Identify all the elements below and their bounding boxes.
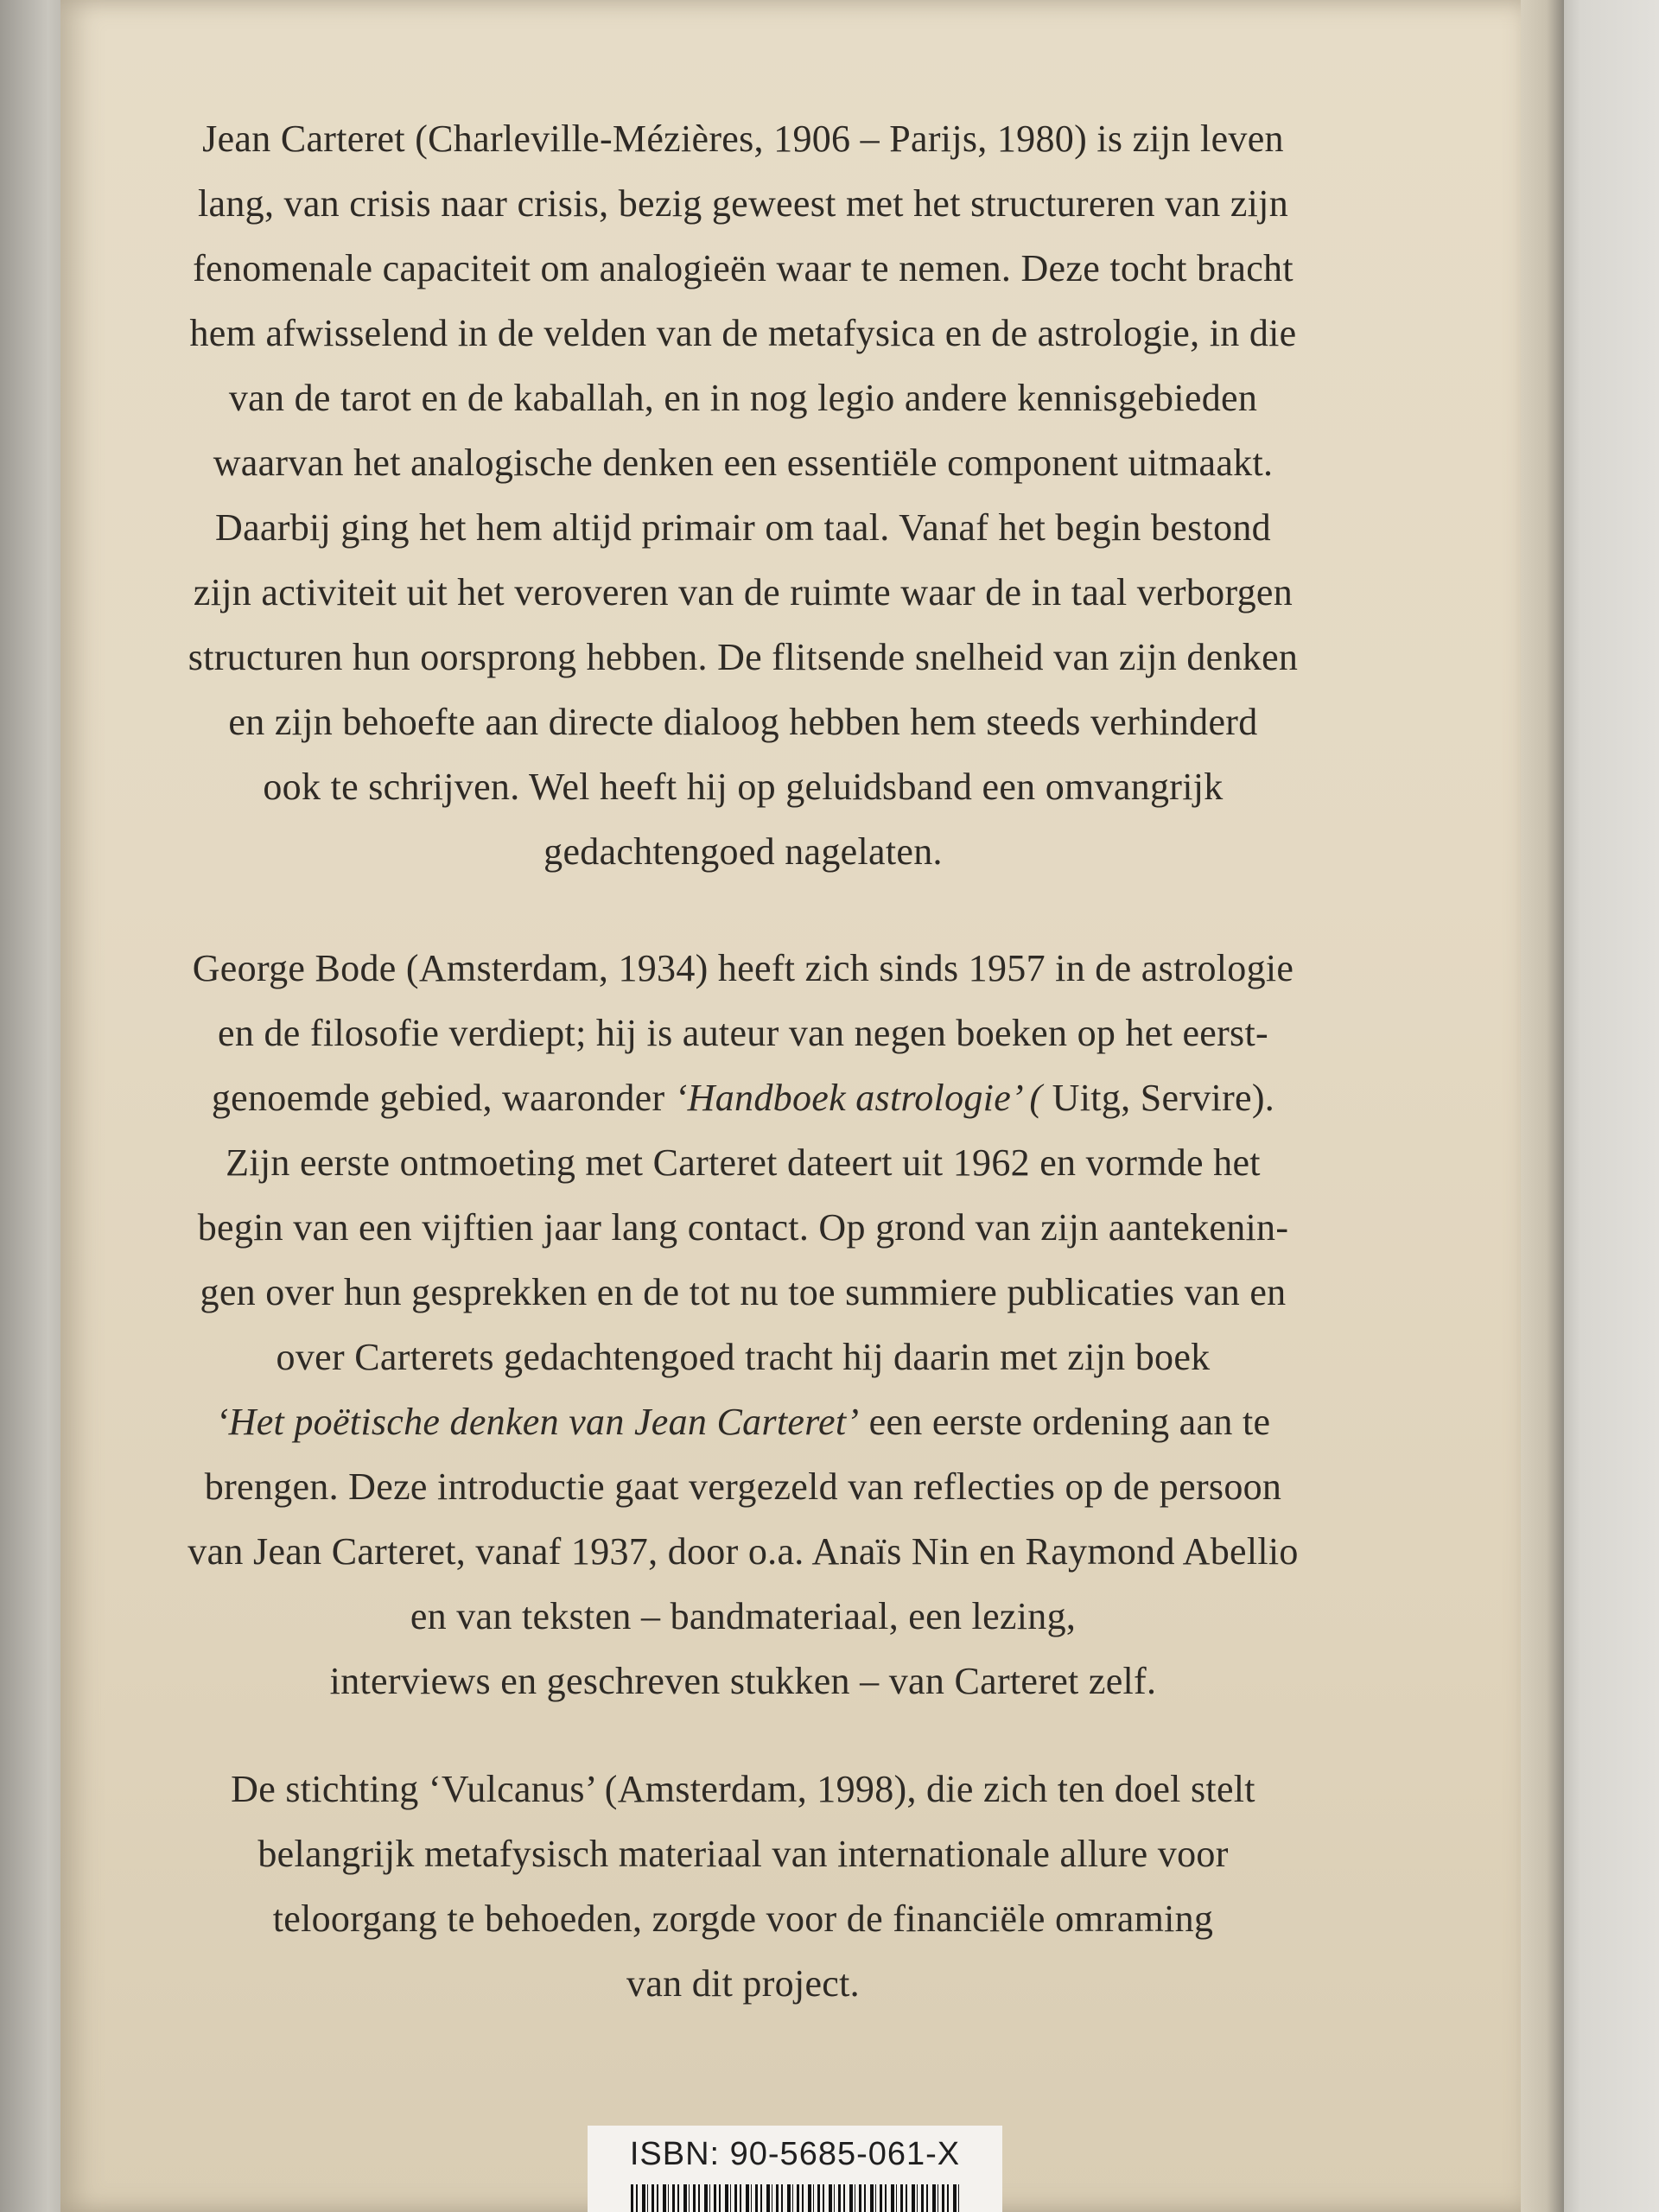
text-line: Zijn eerste ontmoeting met Carteret dateert uit 1962 en vormde het [226,1141,1261,1184]
text-line: en de filosofie verdiept; hij is auteur van negen boeken op het eerst- [218,1012,1268,1054]
text-line: en zijn behoefte aan directe dialoog hebben hem steeds verhinderd [228,701,1258,743]
text-line: van Jean Carteret, vanaf 1937, door o.a. Anaïs Nin en Raymond Abellio [188,1530,1299,1573]
isbn-number: ISBN: 90-5685-061-X [629,2136,961,2172]
text-line: De stichting ‘Vulcanus’ (Amsterdam, 1998), die zich ten doel stelt [231,1768,1255,1810]
text-line: Jean Carteret (Charleville-Mézières, 1906 – Parijs, 1980) is zijn leven [202,118,1284,160]
text-line: interviews en geschreven stukken – van Carteret zelf. [329,1660,1157,1702]
paragraph-george-bode [104,936,1382,1713]
text-line: waarvan het analogische denken een essentiële component uitmaakt. [213,442,1274,484]
barcode-label [588,2126,1002,2212]
text-line: begin van een vijftien jaar lang contact. Op grond van zijn aantekenin- [197,1206,1289,1249]
book-edge [1521,0,1564,2212]
paragraph-stichting-vulcanus [104,1757,1382,2016]
text-segment: genoemde gebied, waaronder [211,1077,675,1119]
text-line: lang, van crisis naar crisis, bezig geweest met het structureren van zijn [198,182,1288,225]
text-line: structuren hun oorsprong hebben. De flitsende snelheid van zijn denken [188,636,1299,678]
text-line: en van teksten – bandmateriaal, een lezing, [410,1595,1077,1637]
text-segment: een eerste ordening aan te [859,1401,1271,1443]
text-segment: Uitg, Servire). [1042,1077,1275,1119]
paragraph-jean-carteret [104,106,1382,884]
text-line: zijn activiteit uit het veroveren van de ruimte waar de in taal verborgen [193,571,1294,613]
book-title-italic: ‘Handboek astrologie’ ( [674,1077,1043,1119]
book-title-italic: ‘Het poëtische denken van Jean Carteret’ [215,1401,860,1443]
text-line [104,1389,1382,1454]
background-left [0,0,69,2212]
text-line: ook te schrijven. Wel heeft hij op geluidsband een omvangrijk [263,766,1224,808]
text-line: Daarbij ging het hem altijd primair om taal. Vanaf het begin bestond [215,506,1271,549]
text-line: gen over hun gesprekken en de tot nu toe summiere publicaties van en [200,1271,1287,1313]
text-line [104,1065,1382,1130]
text-line: van dit project. [626,1962,860,2005]
text-line: teloorgang te behoeden, zorgde voor de financiële omraming [272,1897,1214,1940]
text-line: over Carterets gedachtengoed tracht hij daarin met zijn boek [276,1336,1211,1378]
text-line: hem afwisselend in de velden van de metafysica en de astrologie, in die [189,312,1297,354]
text-line: belangrijk metafysisch materiaal van internationale allure voor [257,1833,1229,1875]
text-line: fenomenale capaciteit om analogieën waar te nemen. Deze tocht bracht [193,247,1294,289]
barcode [631,2184,959,2212]
text-line: brengen. Deze introductie gaat vergezeld van reflecties op de persoon [204,1465,1282,1508]
text-line: van de tarot en de kaballah, en in nog legio andere kennisgebieden [228,377,1258,419]
text-line: George Bode (Amsterdam, 1934) heeft zich sinds 1957 in de astrologie [192,947,1294,989]
text-line: gedachtengoed nagelaten. [543,830,943,873]
